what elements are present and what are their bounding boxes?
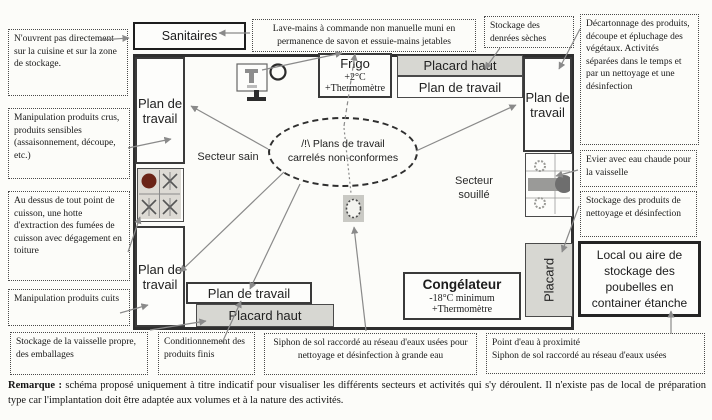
note-dry-goods-storage: Stockage des denrées sèches bbox=[484, 16, 574, 48]
note-water-point-line1: Point d'eau à proximité bbox=[492, 338, 580, 348]
floor-drain-icon bbox=[343, 195, 364, 222]
soiled-sector-label: Secteur souillé bbox=[455, 175, 493, 202]
note-water-point bbox=[486, 333, 705, 374]
warning-ellipse: /!\ Plans de travail carrelés non-conformes bbox=[268, 117, 418, 187]
cupboard-right-label: Placard bbox=[541, 257, 557, 303]
freezer-label: Congélateur bbox=[422, 276, 502, 292]
worktop-top-left: Plan de travail bbox=[135, 57, 185, 164]
note-handwash-station: Lave-mains à commande non manuelle muni en permanence de savon et essuie-mains jetables bbox=[252, 19, 476, 52]
note-unboxing-vegetables: Décartonnage des produits, découpe et épluchage des végétaux. Activités séparées dans le temps et par un nettoyage et une désinfection bbox=[580, 14, 699, 145]
sanitaires-room: Sanitaires bbox=[133, 22, 246, 50]
sink-icon bbox=[525, 153, 573, 217]
note-raw-products: Manipulation produits crus, produits sensibles (assaisonnement, découpe, etc.) bbox=[8, 108, 130, 179]
cupboard-right bbox=[525, 243, 573, 317]
clean-sector-label: Secteur sain bbox=[197, 151, 259, 163]
freezer-thermometer: +Thermomètre bbox=[431, 304, 493, 316]
remark-text bbox=[8, 378, 706, 408]
fridge-box bbox=[318, 53, 392, 98]
stove-icon bbox=[137, 168, 184, 222]
high-cupboard-top: Placard haut bbox=[397, 55, 523, 76]
worktop-bottom-middle: Plan de travail bbox=[186, 282, 312, 304]
freezer-temp: -18°C minimum bbox=[429, 293, 495, 305]
fridge-temp: +2°C bbox=[344, 71, 366, 83]
remark-body: schéma proposé uniquement à titre indicatif pour visualiser les différents secteurs et activités qui s'y déroulent. Il n'existe pas de local de préparation type car l'implantation doit être adaptée aux volumes et à la nature des activités. bbox=[8, 380, 707, 407]
note-clean-dishes-storage: Stockage de la vaisselle propre, des emballages bbox=[10, 332, 148, 375]
freezer-box bbox=[403, 272, 521, 320]
high-cupboard-bottom: Placard haut bbox=[196, 304, 334, 327]
remark-label: Remarque : bbox=[8, 380, 62, 391]
note-openings: N'ouvrent pas directement sur la cuisine et sur la zone de stockage. bbox=[8, 29, 128, 96]
note-finished-products: Conditionnement des produits finis bbox=[158, 332, 255, 375]
worktop-top-middle: Plan de travail bbox=[397, 76, 523, 98]
note-cleaning-products-storage: Stockage des produits de nettoyage et désinfection bbox=[580, 191, 697, 237]
note-floor-drain: Siphon de sol raccordé au réseau d'eaux usées pour nettoyage et désinfection à grande eau bbox=[264, 333, 477, 375]
fridge-label: Frigo bbox=[340, 56, 370, 72]
note-cooked-products: Manipulation produits cuits bbox=[8, 289, 130, 326]
handwash-station-icon bbox=[236, 62, 302, 102]
worktop-top-right: Plan de travail bbox=[523, 57, 572, 152]
note-sink-hot-water: Evier avec eau chaude pour la vaisselle bbox=[580, 150, 697, 187]
note-extraction-hood: Au dessus de tout point de cuisson, une hotte d'extraction des fumées de cuisson avec dégagement en toiture bbox=[8, 191, 130, 281]
waste-storage-box: Local ou aire de stockage des poubelles en container étanche bbox=[578, 241, 701, 317]
note-water-point-line2: Siphon de sol raccordé au réseau d'eaux usées bbox=[492, 350, 667, 361]
fridge-thermometer: +Thermomètre bbox=[324, 82, 386, 94]
worktop-bottom-left: Plan de travail bbox=[135, 226, 185, 327]
